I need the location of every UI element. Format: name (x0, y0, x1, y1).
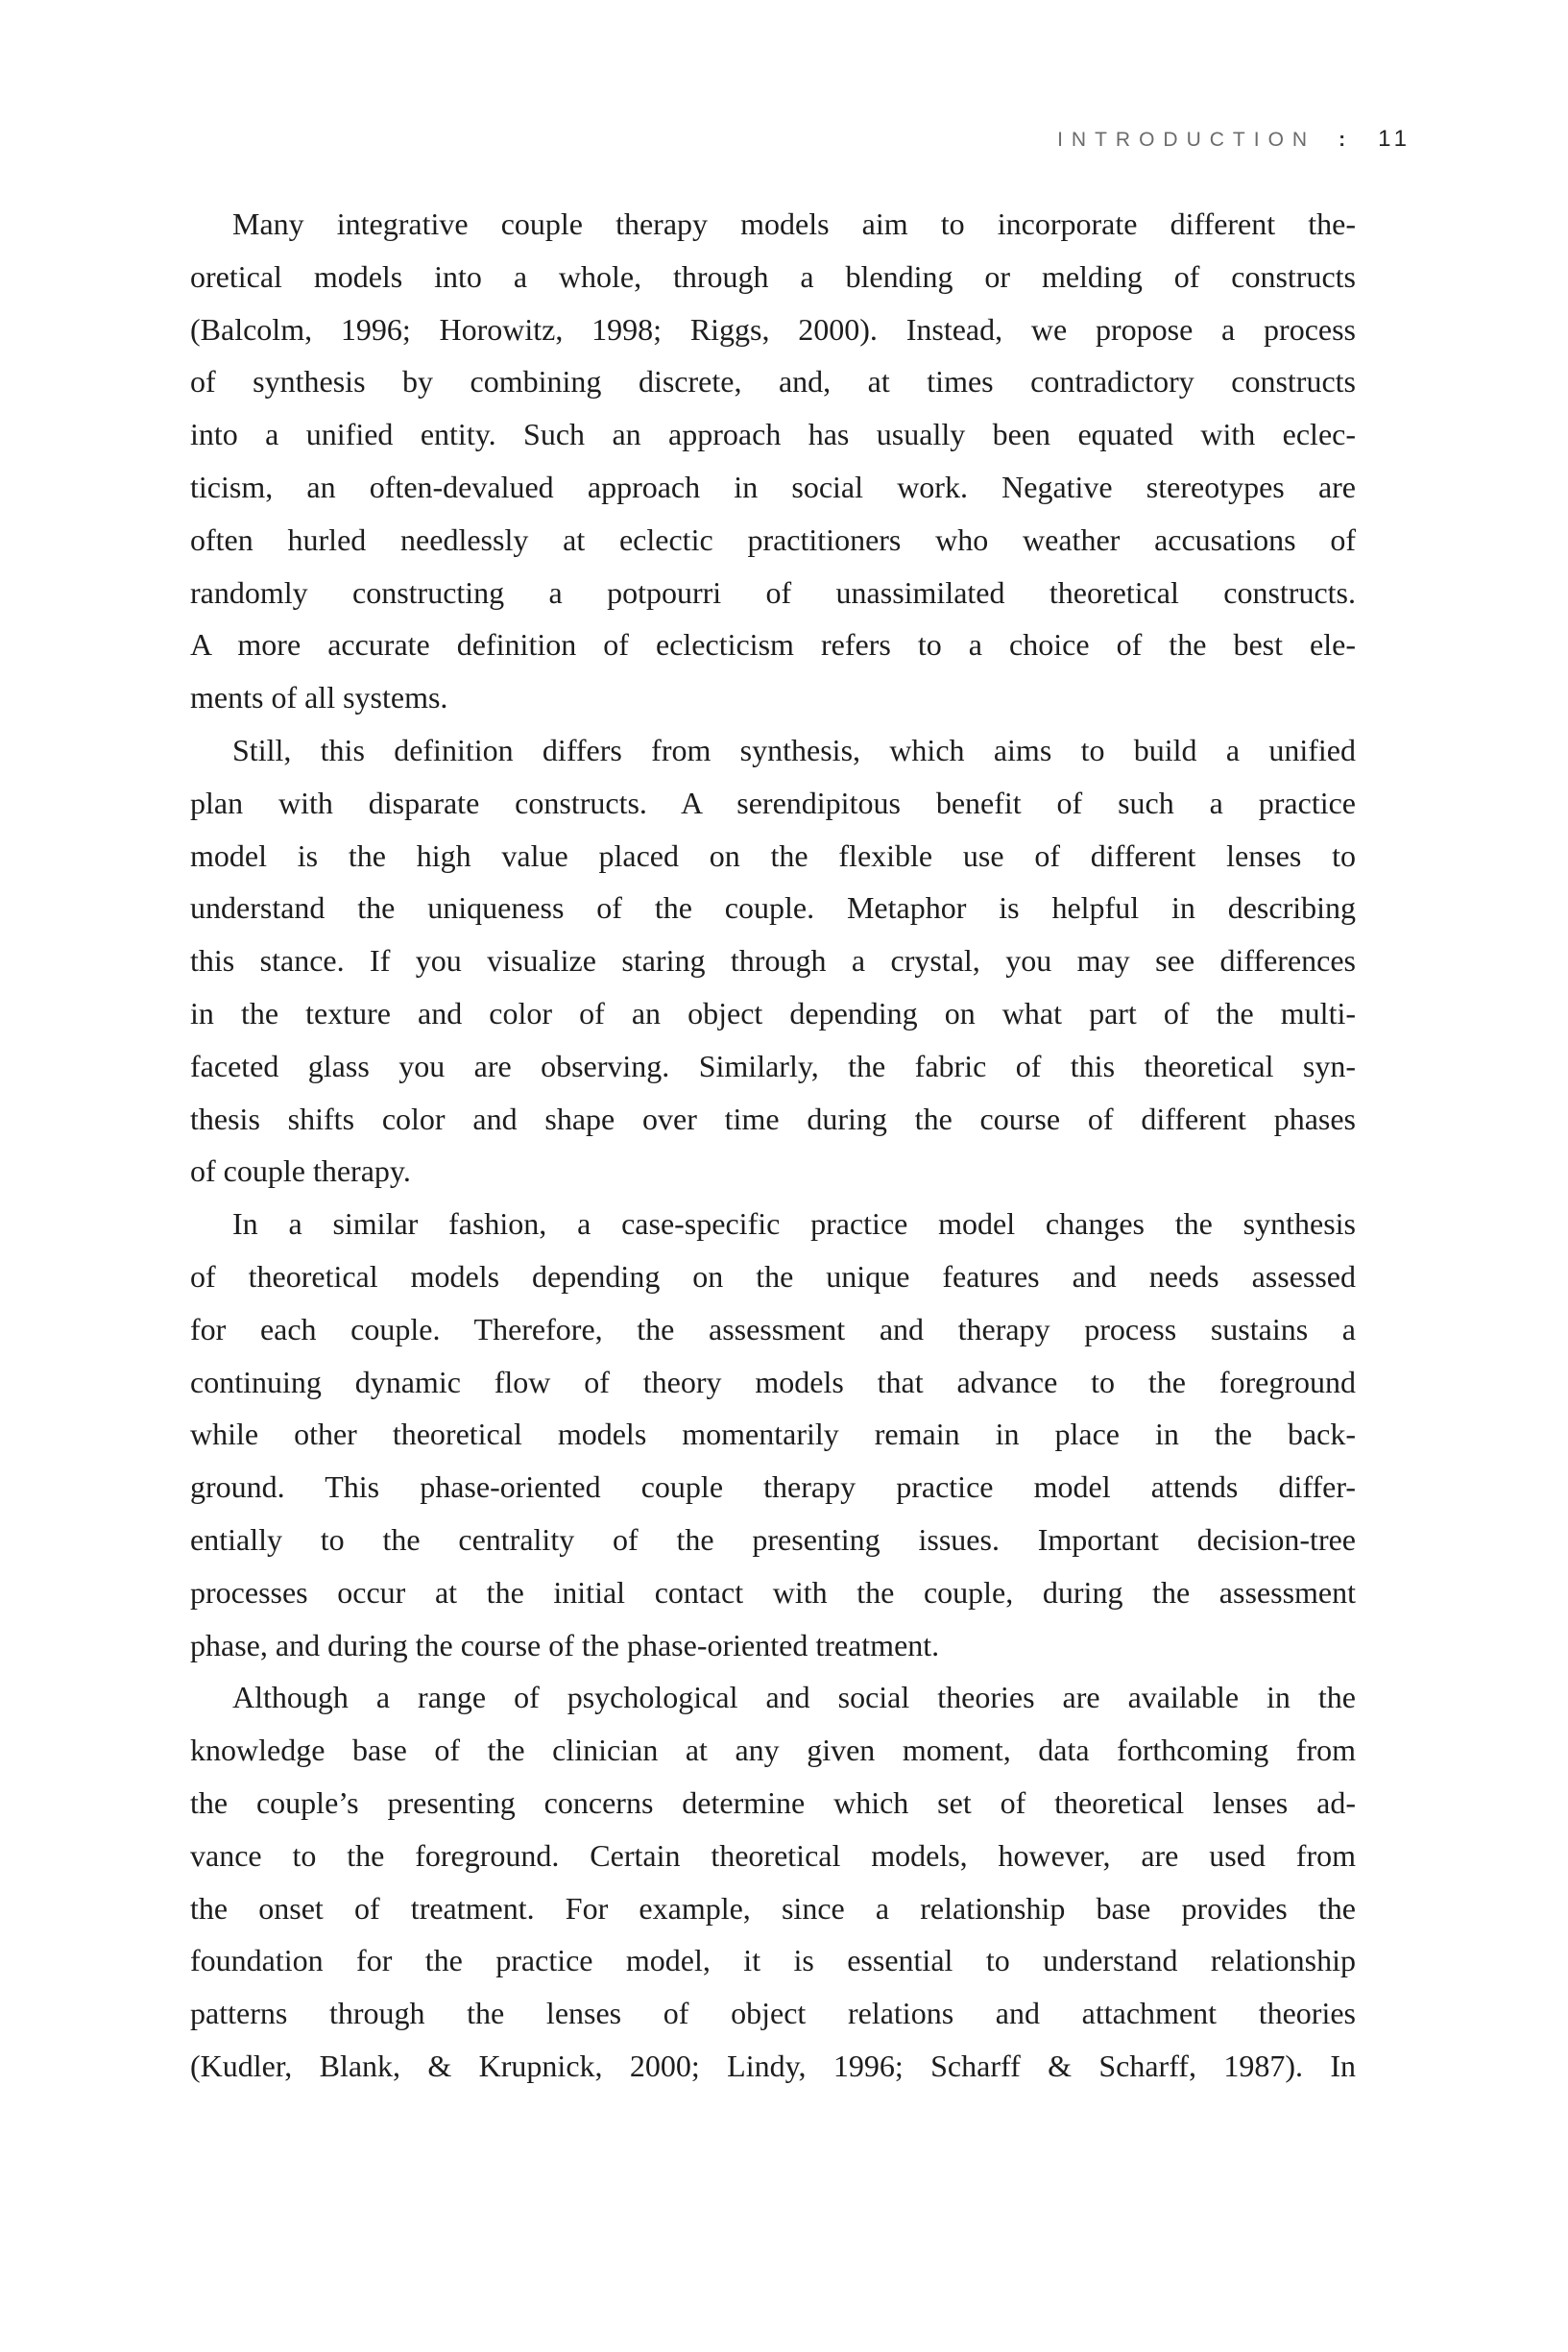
text-line: while other theoretical models momentarily remain in place in the back- (190, 1417, 1356, 1452)
text-line: randomly constructing a potpourri of unassimilated theoretical constructs. (190, 574, 1356, 610)
text-line: often hurled needlessly at eclectic practitioners who weather accusations of (190, 521, 1356, 557)
text-line: ments of all systems. (190, 680, 448, 715)
text-line: into a unified entity. Such an approach has usually been equated with eclec- (190, 417, 1356, 452)
text-line: (Kudler, Blank, & Krupnick, 2000; Lindy, 1996; Scharff & Scharff, 1987). In (190, 2048, 1356, 2083)
text-line: A more accurate definition of eclecticism refers to a choice of the best ele- (190, 627, 1356, 663)
text-line: the onset of treatment. For example, since a relationship base provides the (190, 1890, 1356, 1926)
paragraph (190, 198, 1356, 724)
text-line: for each couple. Therefore, the assessment and therapy process sustains a (190, 1311, 1356, 1346)
text-line: oretical models into a whole, through a blending or melding of constructs (190, 258, 1356, 294)
text-line: Many integrative couple therapy models aim to incorporate different the- (232, 206, 1356, 241)
section-title: INTRODUCTION (1057, 129, 1316, 151)
text-line: of synthesis by combining discrete, and, at times contradictory constructs (190, 364, 1356, 400)
text-line: entially to the centrality of the presenting issues. Important decision-tree (190, 1521, 1356, 1557)
text-line: Although a range of psychological and social theories are available in the (232, 1680, 1356, 1715)
text-line: faceted glass you are observing. Similarly, the fabric of this theoretical syn- (190, 1048, 1356, 1083)
running-head (1057, 126, 1411, 153)
text-line: of couple therapy. (190, 1153, 411, 1189)
text-line: thesis shifts color and shape over time during the course of different phases (190, 1101, 1356, 1136)
paragraph (190, 724, 1356, 1198)
paragraph (190, 1671, 1356, 2092)
text-line: of theoretical models depending on the unique features and needs assessed (190, 1258, 1356, 1294)
text-line: processes occur at the initial contact with the couple, during the assessment (190, 1574, 1356, 1610)
text-line: knowledge base of the clinician at any given moment, data forthcoming from (190, 1733, 1356, 1768)
text-line: ticism, an often-devalued approach in social work. Negative stereotypes are (190, 469, 1356, 504)
text-line: model is the high value placed on the flexible use of different lenses to (190, 837, 1356, 873)
text-line: phase, and during the course of the phase-oriented treatment. (190, 1627, 940, 1662)
text-line: Still, this definition differs from synthesis, which aims to build a unified (232, 732, 1356, 767)
text-line: (Balcolm, 1996; Horowitz, 1998; Riggs, 2000). Instead, we propose a process (190, 311, 1356, 347)
text-line: ground. This phase-oriented couple therapy practice model attends differ- (190, 1469, 1356, 1505)
header-separator: : (1339, 129, 1346, 151)
text-line: In a similar fashion, a case-specific practice model changes the synthesis (232, 1206, 1356, 1242)
text-line: patterns through the lenses of object relations and attachment theories (190, 1996, 1356, 2031)
paragraph (190, 1198, 1356, 1671)
text-line: this stance. If you visualize staring through a crystal, you may see differences (190, 943, 1356, 979)
text-line: plan with disparate constructs. A serendipitous benefit of such a practice (190, 785, 1356, 820)
body-text (190, 198, 1356, 2093)
text-line: vance to the foreground. Certain theoretical models, however, are used from (190, 1837, 1356, 1873)
text-line: the couple’s presenting concerns determine which set of theoretical lenses ad- (190, 1784, 1356, 1820)
text-line: foundation for the practice model, it is essential to understand relationship (190, 1943, 1356, 1978)
text-line: understand the uniqueness of the couple. Metaphor is helpful in describing (190, 890, 1356, 926)
text-line: in the texture and color of an object depending on what part of the multi- (190, 995, 1356, 1031)
text-line: continuing dynamic flow of theory models that advance to the foreground (190, 1364, 1356, 1399)
page-number: 11 (1378, 126, 1411, 152)
